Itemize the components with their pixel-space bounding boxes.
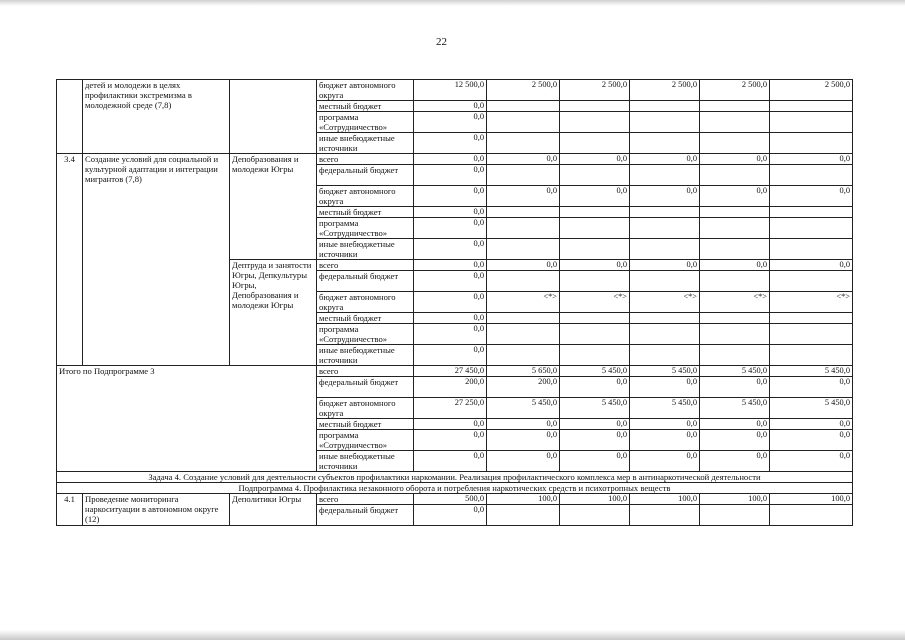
amount-cell: [487, 313, 560, 324]
amount-cell: [700, 345, 770, 366]
amount-cell: 0,0: [630, 430, 700, 451]
amount-cell: [770, 345, 853, 366]
amount-cell: [700, 505, 770, 526]
amount-cell: 0,0: [700, 430, 770, 451]
funding-source-cell: федеральный бюджет: [317, 271, 414, 292]
amount-cell: 0,0: [770, 451, 853, 472]
amount-cell: 0,0: [487, 451, 560, 472]
amount-cell: 0,0: [414, 451, 487, 472]
amount-cell: 0,0: [414, 186, 487, 207]
funding-source-cell: бюджет автономного округа: [317, 80, 414, 101]
amount-cell: 0,0: [414, 239, 487, 260]
amount-cell: [770, 218, 853, 239]
amount-cell: [770, 271, 853, 292]
funding-source-cell: местный бюджет: [317, 101, 414, 112]
funding-source-cell: бюджет автономного округа: [317, 398, 414, 419]
amount-cell: 0,0: [770, 430, 853, 451]
amount-cell: [630, 239, 700, 260]
amount-cell: <*>: [700, 292, 770, 313]
funding-source-cell: всего: [317, 260, 414, 271]
funding-source-cell: иные внебюджетные источники: [317, 345, 414, 366]
amount-cell: [700, 271, 770, 292]
amount-cell: 0,0: [770, 186, 853, 207]
amount-cell: 0,0: [630, 419, 700, 430]
amount-cell: [630, 133, 700, 154]
funding-source-cell: федеральный бюджет: [317, 165, 414, 186]
amount-cell: 0,0: [630, 260, 700, 271]
amount-cell: [770, 207, 853, 218]
amount-cell: [560, 239, 630, 260]
amount-cell: [487, 101, 560, 112]
amount-cell: 0,0: [630, 451, 700, 472]
amount-cell: [770, 112, 853, 133]
amount-cell: [700, 133, 770, 154]
amount-cell: 0,0: [560, 260, 630, 271]
executor-cell: [230, 80, 317, 154]
amount-cell: 5 450,0: [770, 366, 853, 377]
amount-cell: [487, 207, 560, 218]
amount-cell: 200,0: [414, 377, 487, 398]
subprogram-heading: Подпрограмма 4. Профилактика незаконного оборота и потребления наркотических средств и психотропных веществ: [57, 483, 853, 494]
amount-cell: 0,0: [700, 260, 770, 271]
amount-cell: [770, 165, 853, 186]
amount-cell: 100,0: [630, 494, 700, 505]
amount-cell: 5 450,0: [560, 366, 630, 377]
amount-cell: 0,0: [700, 419, 770, 430]
amount-cell: 5 450,0: [700, 398, 770, 419]
amount-cell: 100,0: [770, 494, 853, 505]
funding-source-cell: программа «Сотрудничество»: [317, 218, 414, 239]
amount-cell: 5 650,0: [487, 366, 560, 377]
amount-cell: [487, 505, 560, 526]
amount-cell: [487, 239, 560, 260]
amount-cell: 0,0: [560, 419, 630, 430]
amount-cell: [630, 345, 700, 366]
funding-source-cell: местный бюджет: [317, 207, 414, 218]
amount-cell: 2 500,0: [770, 80, 853, 101]
table-row: [57, 494, 853, 505]
amount-cell: 0,0: [414, 292, 487, 313]
amount-cell: 200,0: [487, 377, 560, 398]
funding-source-cell: бюджет автономного округа: [317, 186, 414, 207]
amount-cell: [630, 505, 700, 526]
funding-source-cell: федеральный бюджет: [317, 377, 414, 398]
amount-cell: 0,0: [700, 377, 770, 398]
amount-cell: 0,0: [414, 419, 487, 430]
amount-cell: 2 500,0: [700, 80, 770, 101]
amount-cell: 0,0: [487, 430, 560, 451]
amount-cell: 0,0: [414, 271, 487, 292]
amount-cell: [487, 271, 560, 292]
amount-cell: 0,0: [630, 377, 700, 398]
funding-source-cell: всего: [317, 154, 414, 165]
amount-cell: [560, 133, 630, 154]
amount-cell: [770, 313, 853, 324]
amount-cell: 0,0: [487, 154, 560, 165]
amount-cell: <*>: [560, 292, 630, 313]
amount-cell: 5 450,0: [487, 398, 560, 419]
table-row: [57, 80, 853, 101]
page-number: 22: [436, 36, 447, 48]
amount-cell: [700, 313, 770, 324]
amount-cell: 0,0: [770, 260, 853, 271]
funding-source-cell: программа «Сотрудничество»: [317, 112, 414, 133]
row-number-cell: [57, 80, 83, 154]
table-row: [57, 366, 853, 377]
funding-source-cell: бюджет автономного округа: [317, 292, 414, 313]
amount-cell: [560, 207, 630, 218]
amount-cell: [560, 271, 630, 292]
amount-cell: [770, 324, 853, 345]
amount-cell: 0,0: [630, 154, 700, 165]
amount-cell: 5 450,0: [700, 366, 770, 377]
amount-cell: [700, 239, 770, 260]
amount-cell: [770, 505, 853, 526]
funding-source-cell: иные внебюджетные источники: [317, 451, 414, 472]
amount-cell: [630, 112, 700, 133]
executor-cell: Дептруда и занятости Югры, Депкультуры Югры, Депобразования и молодежи Югры: [230, 260, 317, 366]
funding-source-cell: местный бюджет: [317, 313, 414, 324]
amount-cell: [487, 165, 560, 186]
funding-source-cell: иные внебюджетные источники: [317, 133, 414, 154]
amount-cell: [630, 271, 700, 292]
amount-cell: 0,0: [560, 186, 630, 207]
amount-cell: 5 450,0: [630, 366, 700, 377]
amount-cell: 0,0: [414, 313, 487, 324]
amount-cell: 0,0: [487, 260, 560, 271]
amount-cell: [630, 313, 700, 324]
amount-cell: 100,0: [487, 494, 560, 505]
amount-cell: 0,0: [770, 419, 853, 430]
amount-cell: [560, 101, 630, 112]
amount-cell: [560, 112, 630, 133]
amount-cell: 0,0: [700, 451, 770, 472]
amount-cell: 0,0: [414, 154, 487, 165]
amount-cell: [560, 324, 630, 345]
amount-cell: 5 450,0: [770, 398, 853, 419]
funding-source-cell: программа «Сотрудничество»: [317, 430, 414, 451]
amount-cell: [630, 207, 700, 218]
amount-cell: 0,0: [414, 133, 487, 154]
amount-cell: [770, 133, 853, 154]
amount-cell: [487, 112, 560, 133]
amount-cell: 0,0: [700, 186, 770, 207]
amount-cell: 0,0: [770, 154, 853, 165]
amount-cell: [630, 324, 700, 345]
amount-cell: [560, 313, 630, 324]
task-heading-row: [57, 472, 853, 483]
amount-cell: 100,0: [700, 494, 770, 505]
amount-cell: [487, 133, 560, 154]
activity-name-cell: Проведение мониторинга наркоситуации в автономном округе (12): [83, 494, 230, 526]
amount-cell: 0,0: [414, 112, 487, 133]
amount-cell: 0,0: [414, 505, 487, 526]
amount-cell: 0,0: [414, 207, 487, 218]
amount-cell: [700, 324, 770, 345]
amount-cell: 0,0: [414, 165, 487, 186]
amount-cell: 0,0: [560, 377, 630, 398]
amount-cell: [700, 101, 770, 112]
amount-cell: 500,0: [414, 494, 487, 505]
amount-cell: 0,0: [414, 430, 487, 451]
funding-source-cell: программа «Сотрудничество»: [317, 324, 414, 345]
amount-cell: 12 500,0: [414, 80, 487, 101]
funding-source-cell: всего: [317, 494, 414, 505]
amount-cell: 0,0: [560, 451, 630, 472]
amount-cell: 0,0: [560, 154, 630, 165]
amount-cell: 0,0: [414, 324, 487, 345]
amount-cell: 100,0: [560, 494, 630, 505]
scan-edge-bottom: [0, 630, 905, 640]
total-label-cell: Итого по Подпрограмме 3: [57, 366, 317, 472]
task-heading: Задача 4. Создание условий для деятельности субъектов профилактики наркомании. Реализация профилактического комплекса мер в антинаркотической деятельности: [57, 472, 853, 483]
scan-edge-top: [0, 0, 905, 6]
amount-cell: [560, 165, 630, 186]
amount-cell: 27 250,0: [414, 398, 487, 419]
amount-cell: 5 450,0: [630, 398, 700, 419]
amount-cell: <*>: [630, 292, 700, 313]
table-row: [57, 154, 853, 165]
amount-cell: 0,0: [414, 218, 487, 239]
amount-cell: 0,0: [630, 186, 700, 207]
amount-cell: [487, 218, 560, 239]
amount-cell: [487, 324, 560, 345]
amount-cell: [560, 218, 630, 239]
executor-cell: Деполитики Югры: [230, 494, 317, 526]
amount-cell: [700, 112, 770, 133]
amount-cell: 5 450,0: [560, 398, 630, 419]
amount-cell: 2 500,0: [560, 80, 630, 101]
amount-cell: 2 500,0: [487, 80, 560, 101]
funding-table: [56, 79, 853, 526]
activity-name-cell: Создание условий для социальной и культурной адаптации и интеграции мигрантов (7,8): [83, 154, 230, 366]
amount-cell: 27 450,0: [414, 366, 487, 377]
funding-source-cell: местный бюджет: [317, 419, 414, 430]
subprogram-heading-row: [57, 483, 853, 494]
amount-cell: 0,0: [700, 154, 770, 165]
amount-cell: [700, 218, 770, 239]
amount-cell: 0,0: [487, 186, 560, 207]
amount-cell: [560, 505, 630, 526]
activity-name-cell: детей и молодежи в целях профилактики экстремизма в молодежной среде (7,8): [83, 80, 230, 154]
amount-cell: [700, 165, 770, 186]
amount-cell: [560, 345, 630, 366]
amount-cell: 2 500,0: [630, 80, 700, 101]
amount-cell: [630, 218, 700, 239]
amount-cell: [630, 101, 700, 112]
amount-cell: 0,0: [487, 419, 560, 430]
amount-cell: 0,0: [414, 345, 487, 366]
executor-cell: Депобразования и молодежи Югры: [230, 154, 317, 260]
amount-cell: [487, 345, 560, 366]
amount-cell: [770, 239, 853, 260]
amount-cell: 0,0: [560, 430, 630, 451]
amount-cell: <*>: [770, 292, 853, 313]
amount-cell: <*>: [487, 292, 560, 313]
amount-cell: [630, 165, 700, 186]
funding-source-cell: всего: [317, 366, 414, 377]
row-number-cell: 4.1: [57, 494, 83, 526]
funding-source-cell: иные внебюджетные источники: [317, 239, 414, 260]
amount-cell: [700, 207, 770, 218]
row-number-cell: 3.4: [57, 154, 83, 366]
amount-cell: [770, 101, 853, 112]
amount-cell: 0,0: [770, 377, 853, 398]
amount-cell: 0,0: [414, 260, 487, 271]
amount-cell: 0,0: [414, 101, 487, 112]
funding-source-cell: федеральный бюджет: [317, 505, 414, 526]
